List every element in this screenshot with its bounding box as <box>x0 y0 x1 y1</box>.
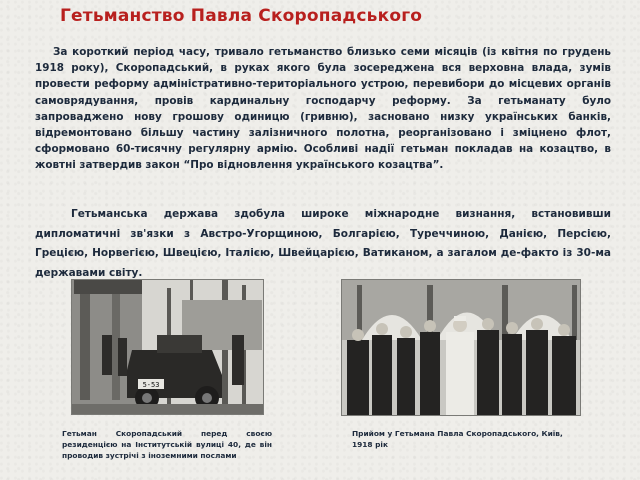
slide-title: Гетьманство Павла Скоропадського <box>60 6 423 26</box>
paragraph-reforms: За короткий період часу, тривало гетьманство близько семи місяців (із квітня по грудень 1918 року), Скоропадський, в руках якого була зосереджена вся верховна влада, зумів провести реформу адміністративно-територіального устрою, перевибори до місцевих органів самоврядування, провів кардинальну господарчу реформу. За гетьманату було запроваджено нову грошову одиницю (гривню), засновано низку українських банків, відремонтовано більшу частину залізничного полотна, реорганізовано і зміцнено флот, сформовано 60-тисячну регулярну армію. Особливі надії гетьман покладав на козацтво, в жовтні затвердив закон “Про відновлення українського козацтва”. <box>35 46 611 172</box>
car-plate: 5-53 <box>142 381 160 389</box>
paragraph-recognition: Гетьманська держава здобула широке міжнародне визнання, встановивши дипломатичні зв'язки з Австро-Угорщиною, Болгарією, Туреччиною, Данією, Персією, Грецією, Норвегією, Швецією, Італією, Швейцарією, Ватиканом, а загалом де-факто із 30-ма державами світу. <box>35 208 611 279</box>
caption-residence: Гетьман Скоропадський перед своєю резиденцією на Інститутській вулиці 40, де він проводив зустрічі з іноземними послами <box>62 429 272 460</box>
photo-residence <box>71 279 264 415</box>
caption-reception: Прийом у Гетьмана Павла Скоропадського, Київ, 1918 рік <box>352 429 563 449</box>
photo-reception <box>341 279 581 416</box>
